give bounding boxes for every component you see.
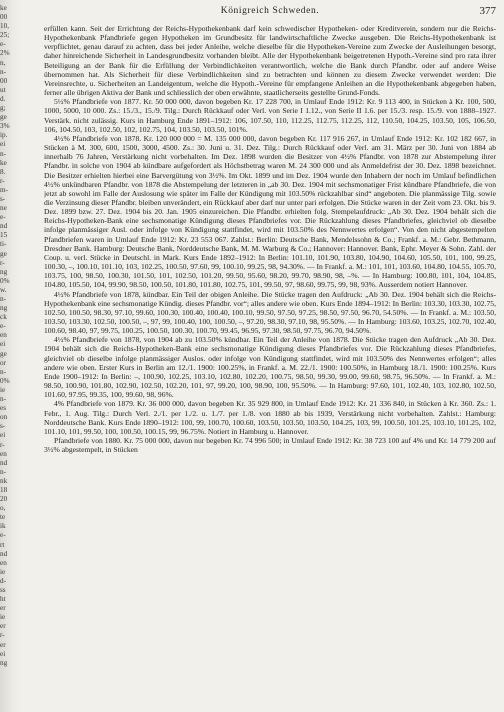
margin-fragment: ke xyxy=(0,4,7,12)
margin-fragment: n, xyxy=(0,58,6,67)
margin-fragment: nk xyxy=(0,476,8,485)
margin-fragment: r- xyxy=(0,176,5,185)
margin-fragment: ng xyxy=(0,267,8,276)
margin-fragment: s- xyxy=(0,194,6,203)
margin-fragment: 8. xyxy=(0,167,6,176)
margin-fragment: 3% xyxy=(0,122,10,131)
margin-fragment: 15 xyxy=(0,231,8,240)
margin-fragment: 00 xyxy=(0,13,8,22)
margin-fragment: n- xyxy=(0,67,6,76)
margin-fragment: ut xyxy=(0,85,6,94)
margin-fragment: 0% xyxy=(0,276,10,285)
margin-fragment: ie xyxy=(0,613,6,622)
margin-fragment: 10, xyxy=(0,22,9,31)
margin-fragment: ge xyxy=(0,349,7,358)
margin-fragment: on xyxy=(0,413,8,422)
margin-fragment: 2% xyxy=(0,49,10,58)
margin-fragment: n- xyxy=(0,367,6,376)
margin-fragment: 00 xyxy=(0,76,8,85)
margin-fragment: ie xyxy=(0,567,6,576)
paragraph-pfandbriefe-1880: Pfandbriefe von 1880. Kr. 75 000 000, davon nur begeben Kr. 74 996 500; in Umlauf Ende 1912: Kr. 38 723 100 auf 4% und Kr. 14 779 200 auf 3½% abgestempelt, in Stücken xyxy=(44,436,496,455)
margin-fragment: ck xyxy=(0,313,7,322)
margin-fragment: n- xyxy=(0,467,6,476)
margin-fragment: ke xyxy=(0,158,7,167)
margin-fragment: ti- xyxy=(0,240,7,249)
margin-fragment: ei xyxy=(0,649,6,658)
running-title: Königreich Schweden. xyxy=(220,6,320,16)
margin-fragment: ge xyxy=(0,249,7,258)
margin-fragment: n- xyxy=(0,149,6,158)
margin-fragment: 25; xyxy=(0,31,10,40)
margin-fragment: e- xyxy=(0,322,6,331)
margin-fragment: ei xyxy=(0,340,6,349)
margin-fragment: ge xyxy=(0,113,7,122)
margin-fragment: d- xyxy=(0,576,6,585)
margin-fragment: o, xyxy=(0,504,6,513)
margin-fragment: 18 xyxy=(0,485,8,494)
margin-fragment: ik xyxy=(0,522,6,531)
margin-fragment: ei xyxy=(0,140,6,149)
margin-fragment: en xyxy=(0,449,7,458)
margin-fragment: nd xyxy=(0,549,8,558)
margin-fragment: ne xyxy=(0,204,7,213)
paragraph-pfandbriefe-1878-103: 4½% Pfandbriefe von 1878, von 1904 ab zu 103.50% kündbar. Ein Teil der Anleihe von 1878. Die Stücke tragen den Aufdruck „Ab 30. Dez. 1904 behält sich die Reichs-Hypotheken-Bank eine sechsmonatige Kündigung dieses Pfandbriefes vor. Die Rückzahlung dieses Pfandbriefes, gleichviel ob dieselbe infolge planmässiger Auslos. oder infolge von Kündigung stattfindet, wird mit 103.50% des Nennwertes erfolgen“; alles andere wie oben. Erster Kurs in Berlin am 12./1. 1900: 100.25%, in Frankf. a. M. 22./1. 1900: 100.50%, in Hamburg 18./1. 1900: 100.25%. Kurs Ende 1900–1912: In Berlin: –, 100.90, 102.25, 103.10, 102.80, 102.20, 100.75, 98.50, 99.30, 99.00, 99.60, 98.75, 96.50%. — In Frankf. a. M.: 98.50, 100.90, 101.80, 102.90, 102.50, 102.20, 101, 97, 99.20, 100, 98.90, 100, 95.50%. — In Hamburg: 97.60, 101, 102.40, 103, 102.80, 102.50, 101.60, 97.95, 99.35, 100, 99.60, 98, 96%. xyxy=(44,335,496,400)
margin-fragment: r- xyxy=(0,258,5,267)
margin-fragment: or xyxy=(0,358,6,367)
margin-fragment: e- xyxy=(0,531,6,540)
margin-fragment: en xyxy=(0,331,7,340)
margin-fragment: nd xyxy=(0,458,8,467)
margin-fragment: r- xyxy=(0,631,5,640)
paragraph-pfandbriefe-1879: 4% Pfandbriefe von 1879. Kr. 36 000 000, davon begeben Kr. 35 929 800, in Umlauf Ende 1912: Kr. 21 336 840, in Stücken à Kr. 360. Zs.: 1. Febr., 1. Aug. Tilg.: Durch Verl. 2./1. per 1./2. u. 1./7. per 1./8. von 1880 ab bis 1939, Verstärkung nicht vorbehalten. Zahlst.: Hamburg: Norddeutsche Bank. Kurs Ende 1890–1912: 100, 99, 100.70, 100.60, 103.50, 103.50, 103.50, 104.25, 103, 99, 100.50, 101.25, 103.10, 101.25, 102, 101.10, 101, 99.50, 100, 100.50, 100.15, 99, 96.75%. Notiert in Hamburg u. Hannover. xyxy=(44,399,496,436)
margin-fragment: ng xyxy=(0,304,8,313)
paragraph-pfandbriefe-1878-kuendbar: 4½% Pfandbriefe von 1878, kündbar. Ein Teil der obigen Anleihe. Die Stücke tragen den Aufdruck: „Ab 30. Dez. 1904 behält sich die Reichs-Hypothekenbank eine sechsmonatige Kündig. dieses Pfandbr. vor“; alles andere wie oben. Kurs Ende 1894–1912: In Berlin: 103.30, 103.30, 102.75, 102.50, 100.50, 98.30, 97.10, 99.60, 100.30, 100.40, 100.40, 100.10, 99.50, 97.50, 97.25, 98.50, 97.50, 96.70, 54.50%. — In Frankf. a. M.: 103.50, 103.50, 103.30, 102.50, 100.50, –, 97, 99, 100.40, 100, 100.50, –, 97.20, 98.30, 97.10, 98, 95.50%. — In Hamburg: 103.60, 103.25, 102.70, 102.40, 100.60, 98.40, 97, 99.75, 100.25, 100.50, 100.30, 100.70, 99.45, 96.95, 97.30, 98.50, 97.75, 96.70, 94.50%. xyxy=(44,289,496,336)
paragraph-pfandbriefe-1877: 5½% Pfandbriefe von 1877. Kr. 50 000 000, davon begeben Kr. 17 228 700, in Umlauf Ende 1912: Kr. 9 113 400, in Stücken à Kr. 100, 500, 1000, 5000, 10 000. Zs.: 15./3., 15./9. Tilg.: Durch Rückkauf oder Verl. von Serie I 1.12., von Serie II 1.6. per 15./3. resp. 15./9. von 1888–1927. Verstärk. nicht zulässig. Kurs in Hamburg Ende 1891–1912: 106, 107.50, 110, 112.25, 112.75, 112.25, 112, 110.50, 104.25, 103.50, 105, 106.50, 106, 104.50, 103, 102.50, 102, 102.75, 104, 103.50, 103.50, 101%. xyxy=(44,97,496,134)
previous-page-margin xyxy=(0,4,20,668)
margin-fragment: en xyxy=(0,558,7,567)
margin-fragment: er xyxy=(0,604,6,613)
margin-fragment: ie xyxy=(0,385,6,394)
margin-fragment: nd xyxy=(0,222,8,231)
margin-fragment: er xyxy=(0,640,6,649)
margin-fragment: es xyxy=(0,404,6,413)
margin-fragment: er xyxy=(0,622,6,631)
paragraph-pfandbriefe-1878: 4½% Pfandbriefe von 1878. Kr. 120 000 000 = M. 135 000 000, davon begeben Kr. 117 916 267, in Umlauf Ende 1912: Kr. 102 182 667, in Stücken à M. 300, 600, 1500, 3000, 4500. Zs.: 30. Juni u. 31. Dez. Tilg.: Durch Rückkauf oder Verl. am 31. März per 30. Juni von 1884 ab innerhalb 76 Jahren, Verstärkung nicht vorbehalten. Im Dez. 1898 wurden die Besitzer von 4½% Pfandbr. von 1878 zur Abstempelung ihrer Pfandbr. in solche von 1904 ab kündbare aufgefordert als Höchstbetrag waren M. 24 300 000 und als Anmeldefrist der 30. Dez. 1898 bezeichnet. Die Besitzer erhielten hierbei eine Barvergütung von 3½%. Im Okt. 1899 und im Dez. 1904 wurde den Inhabern der noch im Umlauf befindlichen 4½% unkündbaren Pfandbr. von 1878 die Abstempelung der letzteren in „ab 30. Dez. 1904 mit sechsmonatiger Frist kündbare Pfandbriefe, die von jetzt ab sowohl im Falle der Auslosung wie später im Falle der Kündigung mit 103.50% rückzahlbar sind“ angeboten. Die planmässige Tilg. sowie die Verzinsung dieser Pfandbr. bleiben unverändert, ein Rückkauf aber darf nur unter pari erfolgen. Die Stücke waren in der Zeit vom 23. Okt. bis 9. Dez. 1899 bzw. 27. Dez. 1904 bis 20. Jan. 1905 einzureichen. Die Pfandbr. erhielten folg. Stempelaufdruck: „Ab 30. Dez. 1904 behält sich die Reichs-Hypotheken-Bank eine sechsmonatige Kündigung dieses Pfandbriefes vor. Die Rückzahlung dieses Pfandbriefes, gleichviel ob dieselbe infolge planmässiger Ausl. oder infolge von Kündigung stattfindet, wird mit 103.50% des Nennwertes erfolgen“. Von den nicht abgestempelten Pfandbriefen waren in Umlauf Ende 1912: Kr. 23 553 067. Zahlst.: Berlin: Deutsche Bank, Mendelssohn & Co.; Frankf. a. M.: Gebr. Bethmann, Dresdner Bank. Hamburg: Deutsche Bank, Norddeutsche Bank, M. M. Warburg & Co.; Hannover: Hannover. Bank, Ephr. Meyer & Sohn. Zahl. der Coup. u. verl. Stücke in Deutschl. in Mark. Kurs Ende 1892–1912: In Berlin: 101.10, 101.90, 103.80, 104.90, 104.60, 105.50, 101, 100, 99.25, 100.30, –, 100.10, 101.10, 103, 102.25, 100.50, 97.60, 99, 100.10, 99.25, 98, 94.30%. — In Frankf. a. M.: 101, 101, 103.60, 104.80, 104.55, 105.70, 103.75, 100, 98.50, 100.30, 101.50, 101, 102.50, 101.20, 99.50, 95.60, 98.20, 99.70, 98.90, 98, –%. — In Hamburg: 100.80, 101, 104, 104.85, 104.80, 105.50, 104, 99.90, 98.50, 100.50, 101.80, 101.80, 102.75, 101, 99.50, 97, 98.60, 99.75, 99, 98, 93%. Ausserdem notiert Hannover. xyxy=(44,133,496,290)
margin-fragment: w. xyxy=(0,285,7,294)
margin-fragment: n- xyxy=(0,295,6,303)
margin-fragment: ng xyxy=(0,658,8,667)
paragraph-intro: erfüllen kann. Seit der Errichtung der Reichs-Hypothekenbank darf kein schwedischer Hypotheken- oder Kreditverein, sondern nur die Reichs-Hypothekenbank Pfandbriefe gegen Hypotheken im Grundbesitz für landwirtschaftliche Zwecke ausgeben. Die Reichs-Hypothekenbank ist verpflichtet, genau darauf zu achten, dass bei jeder Anleihe, welche dieselbe für die Hypotheken-Vereine zum Zwecke der Ausleihungen besorgt, daher hinreichende Sicherheit in Landesgrundbesitz vorhanden bleibt. Alle der Hypothekenbank beigetretenen Hypoth.-Vereine sind pro rata ihrer Beteiligung an der Bank für die Erfüllung der Verbindlichkeiten verantwortlich, welche die Bank durch Pfandbr. oder auf andere Weise übernommen hat. Als Sicherheit für diese Verbindlichkeiten sind zu betrachten und können zu diesem Zwecke verwendet werden: Die Vereinsrechte, u. Sicherheiten an Landeigentum, welche die Hypoth.-Vereine für empfangene Anleihen an die Hypothekenbank abgegeben haben, ferner alle übrigen Aktiva der Bank und schliesslich der oben erwähnte, staatlicherseits gestellte Grund-Fonds. xyxy=(44,24,496,98)
margin-fragment: ht xyxy=(0,595,6,604)
margin-fragment: ei xyxy=(0,431,6,440)
page-header xyxy=(44,6,496,20)
margin-fragment: ip. xyxy=(0,131,8,140)
margin-fragment: r- xyxy=(0,440,5,449)
margin-fragment: te xyxy=(0,513,6,522)
margin-fragment: ss xyxy=(0,586,6,594)
margin-fragment: n- xyxy=(0,395,6,404)
margin-fragment: e- xyxy=(0,213,6,222)
margin-fragment: 0% xyxy=(0,376,10,385)
margin-fragment: 20 xyxy=(0,495,8,504)
page-number: 377 xyxy=(479,5,496,17)
margin-fragment: s- xyxy=(0,422,6,431)
page-body xyxy=(44,24,496,708)
margin-fragment: g; xyxy=(0,104,6,113)
margin-fragment: d. xyxy=(0,94,6,103)
margin-fragment: m- xyxy=(0,185,8,194)
margin-fragment: e- xyxy=(0,40,6,49)
margin-fragment: rt xyxy=(0,540,5,549)
